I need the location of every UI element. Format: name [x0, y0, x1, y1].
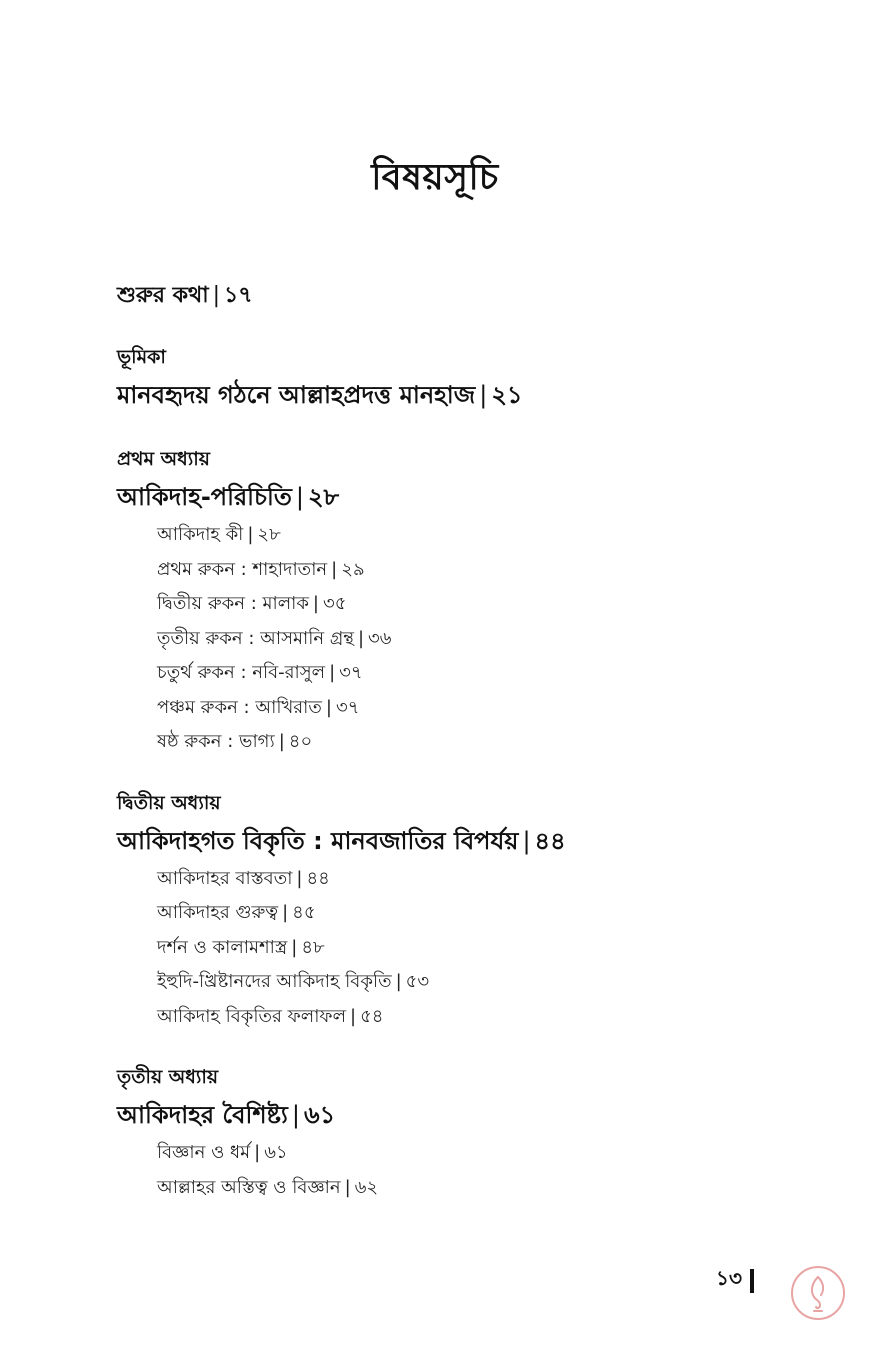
toc-sub-entry[interactable] [117, 691, 817, 726]
separator: | [350, 1005, 357, 1027]
separator: | [329, 662, 336, 683]
entry-title: ষষ্ঠ রুকন : ভাগ্য [157, 731, 275, 752]
chapter-label: প্রথম অধ্যায় [117, 448, 210, 470]
chapter-block-2 [117, 786, 817, 1035]
chapter-block-3 [117, 1060, 817, 1205]
entry-page: ১৭ [224, 283, 253, 308]
separator: | [212, 283, 221, 308]
toc-sub-entry[interactable] [117, 1136, 817, 1171]
chapter-title-entry[interactable] [117, 820, 817, 862]
chapter-title-entry[interactable] [117, 374, 817, 416]
toc-entry-intro[interactable] [117, 276, 817, 316]
entry-title: আকিদাহর গুরুত্ব [157, 902, 279, 923]
chapter-title: আকিদাহর বৈশিষ্ট্য [117, 1101, 288, 1129]
entry-title: তৃতীয় রুকন : আসমানি গ্রন্থ [157, 627, 354, 649]
chapter-page: ৪৪ [534, 826, 566, 855]
chapter-label: তৃতীয় অধ্যায় [117, 1066, 219, 1088]
separator: | [278, 731, 285, 752]
toc-sub-entry[interactable] [117, 896, 817, 931]
table-of-contents [117, 276, 817, 1205]
toc-sub-entry[interactable] [117, 656, 817, 691]
entry-title: পঞ্চম রুকন : আখিরাত [157, 696, 322, 718]
separator: | [296, 867, 303, 889]
entry-title: দর্শন ও কালামশাস্ত্র [157, 936, 288, 958]
page-number [716, 1264, 754, 1297]
separator: | [254, 1142, 261, 1163]
entry-page: ২৮ [257, 524, 281, 545]
separator: | [344, 1176, 351, 1198]
separator: | [291, 936, 298, 958]
entry-page: ২৯ [341, 558, 365, 580]
entry-title: চতুর্থ রুকন : নবি-রাসুল [157, 662, 326, 683]
chapter-title-entry[interactable] [117, 476, 817, 518]
toc-sub-entry[interactable] [117, 518, 817, 553]
entry-page: ৪৪ [306, 867, 330, 889]
separator: | [395, 971, 402, 992]
entry-page: ৬২ [354, 1176, 379, 1198]
entry-page: ৫৪ [360, 1005, 384, 1027]
chapter-block-preface [117, 340, 817, 416]
entry-page: ৩৭ [339, 662, 363, 683]
entry-page: ৪৫ [292, 902, 316, 923]
separator: | [282, 902, 289, 923]
chapter-title: মানবহৃদয় গঠনে আল্লাহপ্রদত্ত মানহাজ [117, 381, 476, 409]
publisher-logo-icon [790, 1265, 846, 1321]
entry-title: আকিদাহ কী [157, 524, 244, 545]
toc-sub-entry[interactable] [117, 1000, 817, 1035]
chapter-title-entry[interactable] [117, 1094, 817, 1136]
entry-title: দ্বিতীয় রুকন : মালাক [157, 593, 309, 614]
toc-sub-entry[interactable] [117, 931, 817, 966]
entry-title: প্রথম রুকন : শাহাদাতান [157, 558, 328, 580]
separator: | [522, 826, 531, 855]
entry-title: আল্লাহর অস্তিত্ব ও বিজ্ঞান [157, 1176, 341, 1198]
separator: | [291, 1101, 300, 1129]
page-number-bar [750, 1269, 754, 1293]
chapter-title: আকিদাহগত বিকৃতি : মানবজাতির বিপর্যয় [117, 826, 519, 855]
toc-sub-entry[interactable] [117, 862, 817, 897]
separator: | [325, 696, 332, 718]
entry-title: শুরুর কথা [117, 283, 209, 308]
page-number-text: ১৩ [716, 1266, 742, 1290]
entry-title: ইহুদি-খ্রিষ্টানদের আকিদাহ বিকৃতি [157, 971, 392, 992]
chapter-page: ২১ [491, 381, 523, 409]
entry-page: ৩৫ [323, 593, 347, 614]
toc-sub-entry[interactable] [117, 553, 817, 588]
entry-title: আকিদাহর বাস্তবতা [157, 867, 293, 889]
entry-page: ৪০ [288, 731, 313, 752]
toc-sub-entry[interactable] [117, 965, 817, 1000]
chapter-title: আকিদাহ-পরিচিতি [117, 483, 292, 511]
chapter-label: ভূমিকা [117, 346, 166, 368]
chapter-label: দ্বিতীয় অধ্যায় [117, 791, 221, 814]
chapter-page: ৬১ [303, 1101, 336, 1129]
separator: | [357, 627, 365, 649]
separator: | [331, 558, 338, 580]
entry-page: ৩৬ [368, 627, 392, 649]
toc-sub-entry[interactable] [117, 587, 817, 622]
entry-page: ৬১ [264, 1142, 288, 1163]
toc-sub-entry[interactable] [117, 1171, 817, 1206]
separator: | [295, 483, 304, 511]
chapter-page: ২৮ [307, 483, 340, 511]
chapter-block-1 [117, 442, 817, 760]
entry-title: বিজ্ঞান ও ধর্ম [157, 1142, 251, 1163]
separator: | [312, 593, 319, 614]
entry-title: আকিদাহ বিকৃতির ফলাফল [157, 1005, 346, 1027]
entry-page: ৫৩ [405, 971, 430, 992]
toc-sub-entry[interactable] [117, 622, 817, 657]
separator: | [247, 524, 254, 545]
page-title: বিষয়সূচি [371, 157, 499, 198]
entry-page: ৪৮ [301, 936, 325, 958]
separator: | [479, 381, 488, 409]
toc-sub-entry[interactable] [117, 725, 817, 760]
entry-page: ৩৭ [336, 696, 360, 718]
